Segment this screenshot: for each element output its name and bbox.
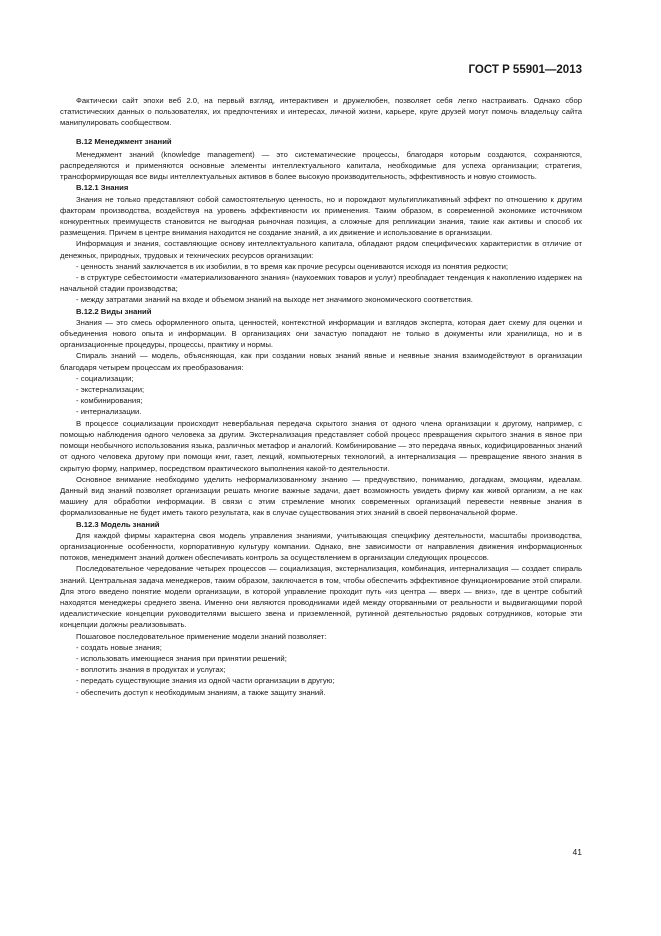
page-number: 41 [572,847,582,857]
paragraph: Менеджмент знаний (knowledge management) — это систематические процессы, благодаря которым создаются, сохраняются, распределяются и применяются основные элементы интеллектуального капитала, необходимые для успеха организации; стратегия, трансформирующая все виды интеллектуальных активов в более высокую производительность, эффективность и новую стоимость. [60,149,582,182]
paragraph: Знания — это смесь оформленного опыта, ценностей, контекстной информации и взглядов эксперта, которая дает схему для оценки и объединения нового опыта и информации. В организациях они зачастую попадают не только в документы или хранилища, но и в организационные процедуры, процессы, практику и нормы. [60,317,582,350]
list-item: - воплотить знания в продуктах и услугах; [76,665,226,675]
list-item: - создать новые знания; [76,642,162,652]
subsection-heading: В.12.1 Знания [76,183,129,193]
list-item: - передать существующие знания из одной части организации в другую; [76,676,335,686]
list-item: - социализации; [76,373,134,383]
paragraph: Спираль знаний — модель, объясняющая, как при создании новых знаний явные и неявные знания взаимодействуют в организации благодаря четырем процессам их преобразования: [60,351,582,372]
paragraph: Основное внимание необходимо уделить неформализованному знанию — предчувствию, пониманию, догадкам, эмоциям, идеалам. Данный вид знаний позволяет организации решать многие важные задачи, дает возможность увидеть фирму как живой организм, а не как машину для обработки информации. В связи с этим стремление многих современных организаций перевести неявные знания в формализованные не будет иметь такого результата, как в случае существования этих знаний в своей первоначальной форме. [60,474,582,518]
paragraph: Информация и знания, составляющие основу интеллектуального капитала, обладают рядом специфических характеристик в отличие от денежных, природных, трудовых и технических ресурсов организации: [60,239,582,260]
document-header-id: ГОСТ Р 55901—2013 [468,64,582,76]
subsection-heading: В.12.3 Модель знаний [76,519,160,529]
list-item: - обеспечить доступ к необходимым знаниям, а также защиту знаний. [76,687,326,697]
list-item: - использовать имеющиеся знания при принятии решений; [76,653,287,663]
paragraph: В процессе социализации происходит невербальная передача скрытого знания от одного члена организации к другому, например, с помощью наблюдения одного человека за другим. Экстернализация представляет собой процесс превращения скрытого знания в явное при помощи необычного использования языка, различных метафор и аналогий. Комбинирование — это передача явных, кодифицированных знаний от одного человека другому при помощи книг, газет, лекций, компьютерных технологий, а интернализация — превращение явного знания в скрытую форму, например, посредством практического выполнения какой-то деятельности. [60,418,582,473]
paragraph: Для каждой фирмы характерна своя модель управления знаниями, учитывающая специфику деятельности, масштабы производства, организационные особенности, корпоративную культуру компании. Однако, вне зависимости от направления движения информационных потоков, менеджмент знаний должен обеспечивать контроль за осуществлением в организации следующих процессов. [60,530,582,563]
paragraph: Последовательное чередование четырех процессов — социализация, экстернализация, комбинация, интернализация — создает спираль знаний. Центральная задача менеджеров, таким образом, заключается в том, чтобы обеспечить эффективное функционирование этой спирали. Для этого введено понятие модели организации, в которой управление проходит путь «из центра — вверх — вниз», где в центре событий находятся менеджеры среднего звена. Именно они являются проводниками идей между оторванными от реальности и выдвигающими порой идеалистические концепции руководителями высшего звена и приземленной, рутинной деятельностью рядовых сотрудников, которые эти концепции должны реализовывать. [60,564,582,630]
list-item: - экстернализации; [76,385,145,395]
document-body [60,95,582,698]
paragraph: Пошаговое последовательное применение модели знаний позволяет: [76,631,327,641]
paragraph: Знания не только представляют собой самостоятельную ценность, но и порождают мультипликативный эффект по отношению к другим факторам производства, воздействуя на уровень эффективности их применения. Таким образом, в современной экономике источником конкурентных преимуществ становится не выгодная рыночная позиция, а сложные для репликации знания, такие как активы и способ их размещения. Причем в центре внимания находится не создание знаний, а их движение и использование в организации. [60,194,582,238]
subsection-heading: В.12.2 Виды знаний [76,306,152,316]
list-item: - ценность знаний заключается в их изобилии, в то время как прочие ресурсы оцениваются исходя из понятия редкости; [76,261,509,271]
list-item: - интернализации. [76,407,142,417]
list-item: - комбинирования; [76,396,143,406]
section-heading: В.12 Менеджмент знаний [76,136,172,146]
list-item: - между затратами знаний на входе и объемом знаний на выходе нет значимого экономического соответствия. [76,295,473,305]
list-item: - в структуре себестоимости «материализованного знания» (наукоемких товаров и услуг) преобладает тенденция к накоплению издержек на начальной стадии производства; [60,273,582,294]
paragraph: Фактически сайт эпохи веб 2.0, на первый взгляд, интерактивен и дружелюбен, позволяет себя легко настраивать. Однако сбор статистических данных о пользователях, их предпочтениях и интересах, личной жизни, карьере, круге друзей могут помочь владельцу сайта манипулировать сообществом. [60,96,582,128]
